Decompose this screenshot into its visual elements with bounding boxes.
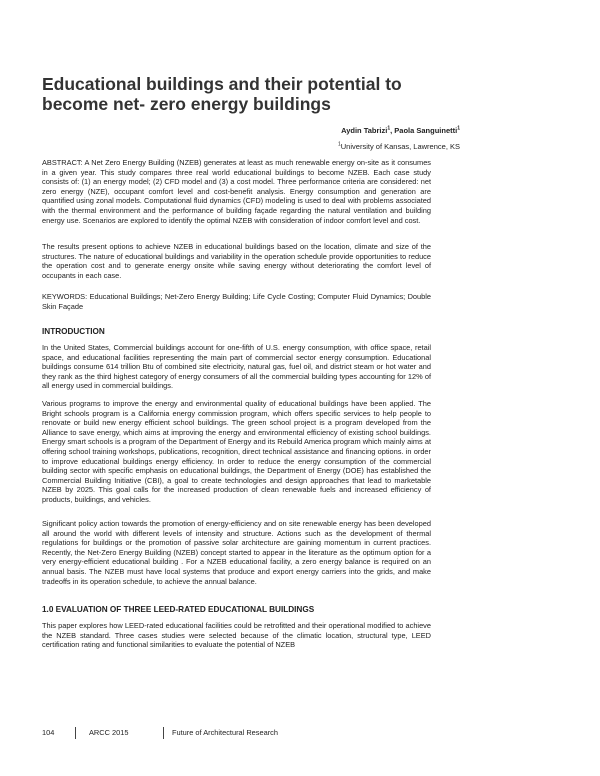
section1-heading-block	[42, 605, 431, 614]
journal-name: Future of Architectural Research	[172, 728, 278, 737]
intro-paragraph-1: In the United States, Commercial buildings account for one-fifth of U.S. energy consumption, with office space, retail space, and educational facilities representing the main part of commercial sector energy consumption. Educational buildings consume 614 trillion Btu of combined site electricity, natural gas, fuel oil, and district steam or hot water and they rank as the third highest category of energy consumers of all the commercial building types accounting for 12% of all energy used in commercial buildings.	[42, 343, 431, 391]
introduction-heading: INTRODUCTION	[42, 327, 105, 336]
page-footer	[0, 728, 600, 740]
author-line	[341, 126, 460, 135]
page-number: 104	[42, 728, 55, 737]
author-affil-marker: 1	[457, 125, 460, 132]
author-separator: ,	[390, 126, 395, 135]
affiliation-text: University of Kansas, Lawrence, KS	[340, 142, 460, 151]
keywords-paragraph: KEYWORDS: Educational Buildings; Net-Zero Energy Building; Life Cycle Costing; Computer Fluid Dynamics; Double Skin Façade	[42, 292, 431, 311]
keywords-block	[42, 292, 431, 311]
affiliation	[338, 142, 460, 151]
introduction-heading-block	[42, 327, 431, 336]
paper-title: Educational buildings and their potential to become net- zero energy buildings	[42, 74, 402, 114]
footer-divider	[163, 727, 164, 739]
results-block	[42, 242, 431, 280]
abstract-paragraph: ABSTRACT: A Net Zero Energy Building (NZEB) generates at least as much renewable energy on-site as it consumes in a given year. This study compares three real world educational buildings to become NZEB. Each case study consists of: (1) an energy model; (2) CFD model and (3) a cost model. Three performance criteria are considered: net zero energy (NZE), occupant comfort level and cost-benefit analysis. Energy consumption and generation are quantified using zonal models. Computational fluid dynamics (CFD) modeling is used to deal with problems associated with the thermal environment and the performance of building façade regarding the natural ventilation and building energy use. Scenarios are explored to identify the optimal NZEB with consideration of indoor comfort level and cost.	[42, 158, 431, 225]
footer-divider	[75, 727, 76, 739]
author-name: Aydin Tabrizi	[341, 126, 388, 135]
affil-marker: 1	[337, 141, 341, 148]
section1-p1-block	[42, 621, 431, 650]
intro-p1-block	[42, 343, 431, 391]
author-name: Paola Sanguinetti	[394, 126, 458, 135]
results-paragraph: The results present options to achieve NZEB in educational buildings based on the location, climate and size of the structures. The nature of educational buildings and variability in the operation schedule provide opportunities to reduce the operation cost and to generate energy onsite while saving energy without deteriorating the comfort level of occupants in each case.	[42, 242, 431, 280]
intro-paragraph-2: Various programs to improve the energy and environmental quality of educational buildings have been applied. The Bright schools program is a California energy commission program, which offers specific services to help people to renovate or build new energy efficient school buildings. The green school project is a program developed from the Alliance to save energy, which aims at improving the energy and environmental efficiency of existing school buildings. Energy smart schools is a program of the Department of Energy and its Rebuild America program which mainly aims at offering school training workshops, publications, recognition, direct technical assistance and financing options. in order to improve educational buildings energy efficiency. In order to reduce the energy consumption of the commercial building sector with specific emphasis on educational buildings, the Department of Energy (DOE) has established the Commercial Building Initiative (CBI), a goal to create technologies and design approaches that lead to marketable NZEB by 2025. This goal calls for the increased production of clean renewable fuels and increased efficiency of products, buildings, and vehicles.	[42, 399, 431, 504]
author-affil-marker: 1	[387, 125, 391, 132]
intro-paragraph-3: Significant policy action towards the promotion of energy-efficiency and on site renewable energy has been developed all around the world with different levels of intensity and structure. Actions such as the development of thermal regulations for buildings or the promotion of passive solar architecture are gaining momentum in current practices. Recently, the Net-Zero Energy Building (NZEB) concept started to appear in the literature as the optimum option for a very energy-efficient educational building . For a NZEB educational facility, a zero energy balance is required on an annual basis. The NZEB must have local systems that produce and export energy carriers into the grids, and make tradeoffs in its operation schedule, to achieve the annual balance.	[42, 519, 431, 586]
intro-p2-block	[42, 399, 431, 505]
section1-paragraph-1: This paper explores how LEED-rated educational facilities could be retrofitted and their operational modified to achieve the NZEB standard. Three cases studies were selected because of the climatic location, structural type, LEED certification rating and functional similarities to evaluate the potential of NZEB	[42, 621, 431, 650]
abstract-block	[42, 158, 431, 225]
intro-p3-block	[42, 519, 431, 586]
conference-name: ARCC 2015	[89, 728, 129, 737]
section1-heading: 1.0 EVALUATION OF THREE LEED-RATED EDUCATIONAL BUILDINGS	[42, 605, 315, 614]
